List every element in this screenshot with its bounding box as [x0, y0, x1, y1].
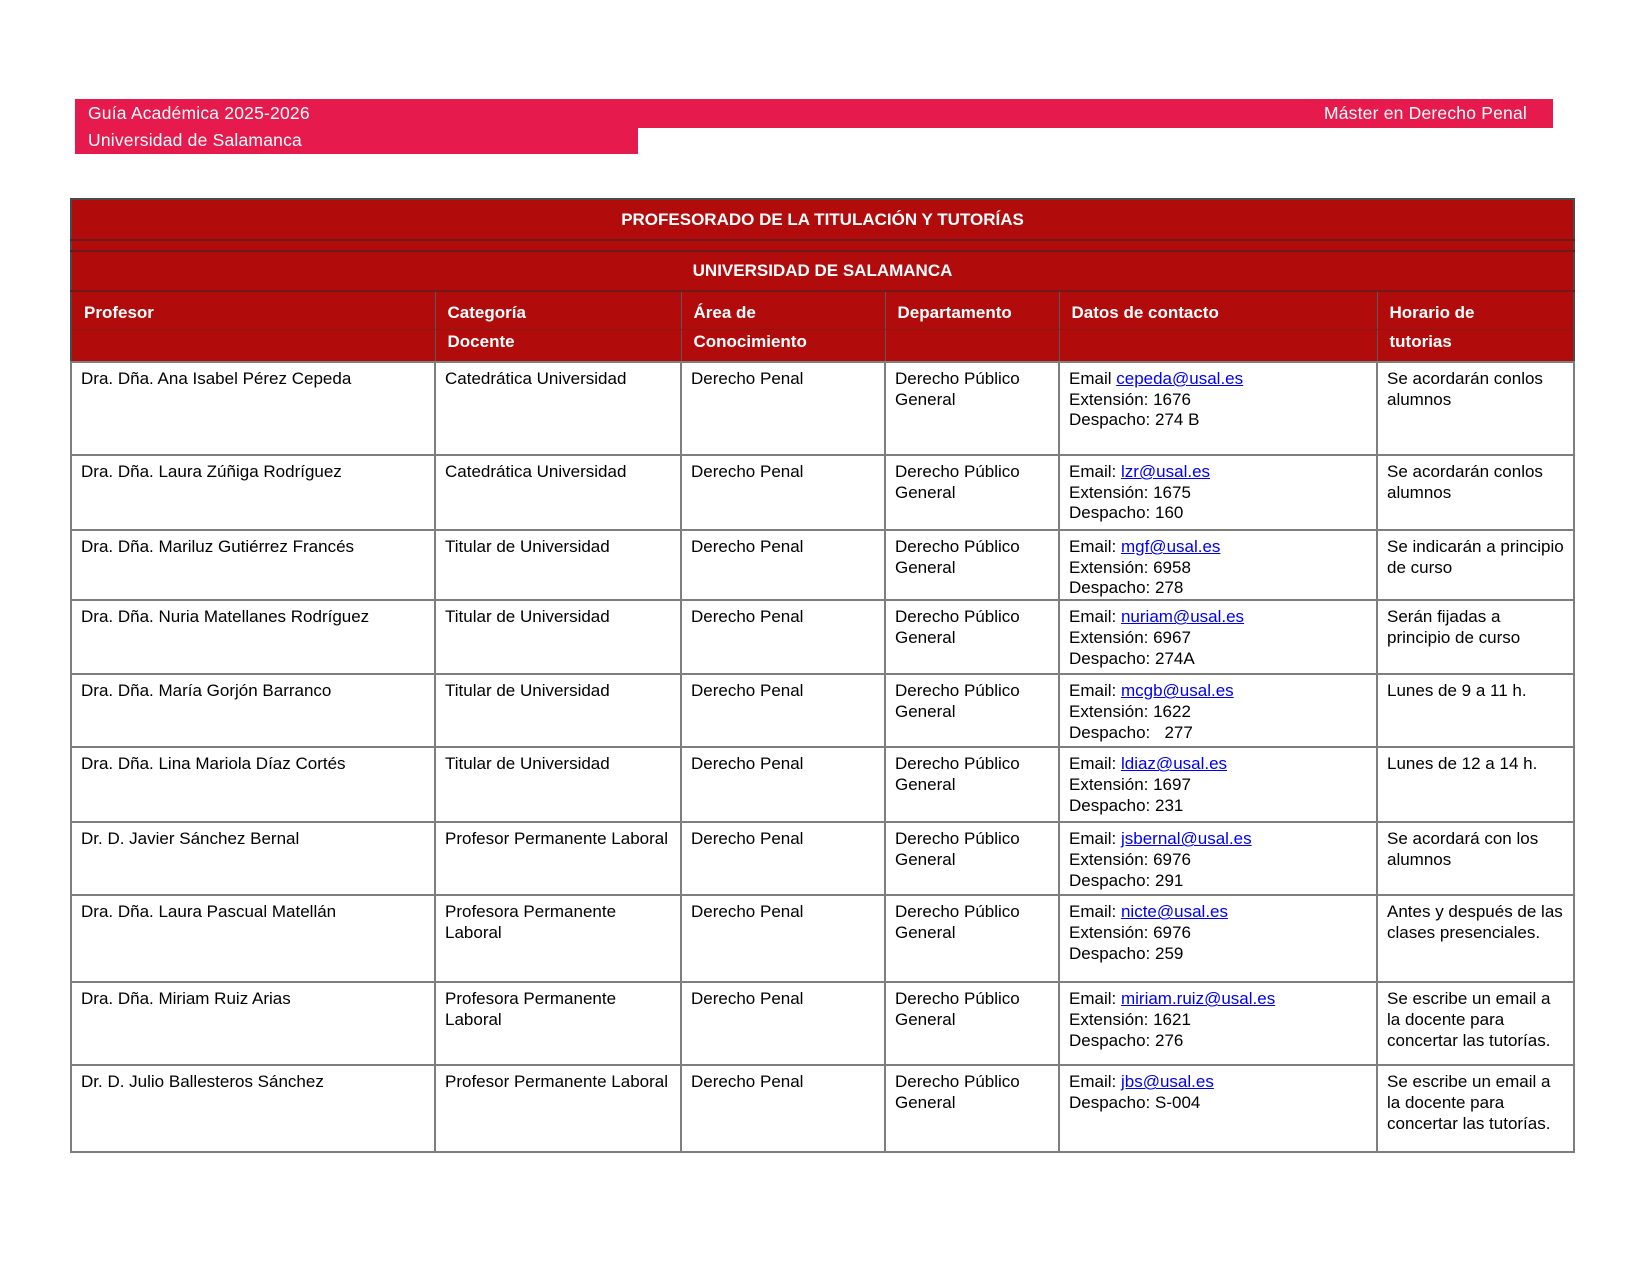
- department: Derecho Público General: [885, 747, 1059, 822]
- email-line: [1069, 754, 1368, 775]
- email-link[interactable]: ldiaz@usal.es: [1120, 754, 1228, 774]
- contact-line: Despacho: S-004: [1069, 1092, 1201, 1112]
- contact-info: [1059, 455, 1377, 530]
- table-row: [71, 674, 1574, 747]
- contact-line: Extensión: 1621: [1069, 1009, 1191, 1029]
- department: Derecho Público General: [885, 895, 1059, 982]
- column-header-row-1: [71, 291, 1574, 329]
- table-row: [71, 600, 1574, 674]
- email-line: [1069, 369, 1368, 390]
- email-line: [1069, 607, 1368, 628]
- gap-cell: [71, 240, 1574, 251]
- contact-line: Extensión: 6967: [1069, 627, 1191, 647]
- contact-line: Despacho: 231: [1069, 795, 1184, 815]
- column-header-area: Área de: [681, 291, 885, 329]
- table-subtitle-row: [71, 251, 1574, 291]
- email-link[interactable]: nicte@usal.es: [1120, 902, 1228, 922]
- column-header-area-line2: Conocimiento: [681, 329, 885, 362]
- professor-name: Dra. Dña. Laura Pascual Matellán: [71, 895, 435, 982]
- banner-bottom-bar: [75, 128, 638, 154]
- contact-extra-lines: [1069, 775, 1368, 816]
- department: Derecho Público General: [885, 982, 1059, 1065]
- column-header-departamento: Departamento: [885, 291, 1059, 329]
- contact-info: [1059, 600, 1377, 674]
- tutoring-hours: Se indicarán a principio de curso: [1377, 530, 1574, 600]
- email-line: [1069, 1072, 1368, 1093]
- knowledge-area: Derecho Penal: [681, 1065, 885, 1152]
- column-header-contacto: Datos de contacto: [1059, 291, 1377, 329]
- tutoring-hours: Serán fijadas a principio de curso: [1377, 600, 1574, 674]
- email-link[interactable]: mgf@usal.es: [1120, 537, 1221, 556]
- knowledge-area: Derecho Penal: [681, 530, 885, 600]
- knowledge-area: Derecho Penal: [681, 982, 885, 1065]
- table-row: [71, 822, 1574, 895]
- university-name: Universidad de Salamanca: [88, 129, 302, 150]
- table-row: [71, 982, 1574, 1065]
- contact-extra-lines: [1069, 923, 1368, 964]
- knowledge-area: Derecho Penal: [681, 822, 885, 895]
- teaching-category: Titular de Universidad: [435, 747, 681, 822]
- teaching-category: Titular de Universidad: [435, 674, 681, 747]
- contact-line: Extensión: 1675: [1069, 482, 1191, 502]
- knowledge-area: Derecho Penal: [681, 747, 885, 822]
- column-header-horario: Horario de: [1377, 291, 1574, 329]
- contact-line: Extensión: 6976: [1069, 849, 1191, 869]
- department: Derecho Público General: [885, 822, 1059, 895]
- tutoring-hours: Se escribe un email a la docente para concertar las tutorías.: [1377, 1065, 1574, 1152]
- table-row: [71, 895, 1574, 982]
- teaching-category: Titular de Universidad: [435, 530, 681, 600]
- email-label: Email:: [1069, 607, 1121, 627]
- tutoring-hours: Antes y después de las clases presenciales.: [1377, 895, 1574, 982]
- teaching-category: Catedrática Universidad: [435, 362, 681, 455]
- email-link[interactable]: mcgb@usal.es: [1120, 681, 1234, 701]
- contact-info: [1059, 982, 1377, 1065]
- contact-extra-lines: [1069, 1010, 1368, 1051]
- professors-table: [70, 198, 1575, 1153]
- email-link[interactable]: lzr@usal.es: [1120, 462, 1211, 481]
- professor-name: Dra. Dña. María Gorjón Barranco: [71, 674, 435, 747]
- table-row: [71, 747, 1574, 822]
- email-link[interactable]: miriam.ruiz@usal.es: [1120, 989, 1276, 1009]
- contact-line: Extensión: 6976: [1069, 922, 1191, 942]
- contact-line: Despacho: 291: [1069, 870, 1184, 890]
- contact-extra-lines: [1069, 628, 1368, 669]
- contact-extra-lines: [1069, 1093, 1368, 1114]
- contact-info: [1059, 530, 1377, 600]
- knowledge-area: Derecho Penal: [681, 455, 885, 530]
- email-link[interactable]: nuriam@usal.es: [1120, 607, 1245, 627]
- contact-line: Extensión: 1622: [1069, 701, 1191, 721]
- column-header-profesor-line2: [71, 329, 435, 362]
- contact-line: Extensión: 1676: [1069, 389, 1191, 409]
- column-header-row-2: [71, 329, 1574, 362]
- contact-info: [1059, 895, 1377, 982]
- tutoring-hours: Lunes de 12 a 14 h.: [1377, 747, 1574, 822]
- professor-name: Dr. D. Javier Sánchez Bernal: [71, 822, 435, 895]
- table-gap-row: [71, 240, 1574, 251]
- table-row: [71, 1065, 1574, 1152]
- table-row: [71, 455, 1574, 530]
- column-header-horario-line2: tutorias: [1377, 329, 1574, 362]
- knowledge-area: Derecho Penal: [681, 895, 885, 982]
- teaching-category: Profesora Permanente Laboral: [435, 982, 681, 1065]
- email-label: Email:: [1069, 754, 1121, 774]
- email-link[interactable]: jbs@usal.es: [1120, 1072, 1214, 1092]
- table-row: [71, 362, 1574, 455]
- column-header-departamento-line2: [885, 329, 1059, 362]
- email-label: Email:: [1069, 902, 1121, 922]
- email-line: [1069, 537, 1368, 558]
- department: Derecho Público General: [885, 362, 1059, 455]
- email-label: Email:: [1069, 681, 1121, 701]
- contact-line: Despacho: 276: [1069, 1030, 1184, 1050]
- tutoring-hours: Se acordarán conlos alumnos: [1377, 455, 1574, 530]
- contact-line: Despacho: 259: [1069, 943, 1184, 963]
- contact-line: Extensión: 6958: [1069, 557, 1191, 577]
- contact-line: Despacho: 277: [1069, 722, 1193, 742]
- email-link[interactable]: jsbernal@usal.es: [1120, 829, 1252, 849]
- contact-info: [1059, 674, 1377, 747]
- contact-line: Despacho: 278: [1069, 578, 1184, 598]
- table-title-row: [71, 199, 1574, 240]
- teaching-category: Titular de Universidad: [435, 600, 681, 674]
- email-line: [1069, 902, 1368, 923]
- teaching-category: Catedrática Universidad: [435, 455, 681, 530]
- contact-info: [1059, 362, 1377, 455]
- table-subtitle: UNIVERSIDAD DE SALAMANCA: [71, 251, 1574, 291]
- contact-info: [1059, 1065, 1377, 1152]
- email-label: Email: [1069, 369, 1117, 388]
- master-title: Máster en Derecho Penal: [1323, 103, 1527, 123]
- knowledge-area: Derecho Penal: [681, 674, 885, 747]
- tutoring-hours: Se escribe un email a la docente para concertar las tutorías.: [1377, 982, 1574, 1065]
- contact-extra-lines: [1069, 483, 1368, 524]
- professor-name: Dr. D. Julio Ballesteros Sánchez: [71, 1065, 435, 1152]
- department: Derecho Público General: [885, 1065, 1059, 1152]
- department: Derecho Público General: [885, 674, 1059, 747]
- contact-info: [1059, 747, 1377, 822]
- contact-extra-lines: [1069, 390, 1368, 431]
- column-header-contacto-line2: [1059, 329, 1377, 362]
- table-row: [71, 530, 1574, 600]
- professor-name: Dra. Dña. Nuria Matellanes Rodríguez: [71, 600, 435, 674]
- email-label: Email:: [1069, 462, 1121, 481]
- email-line: [1069, 681, 1368, 702]
- email-label: Email:: [1069, 537, 1121, 556]
- guide-title: Guía Académica 2025-2026: [88, 103, 310, 123]
- email-line: [1069, 829, 1368, 850]
- tutoring-hours: Se acordará con los alumnos: [1377, 822, 1574, 895]
- teaching-category: Profesor Permanente Laboral: [435, 1065, 681, 1152]
- professor-name: Dra. Dña. Lina Mariola Díaz Cortés: [71, 747, 435, 822]
- department: Derecho Público General: [885, 455, 1059, 530]
- banner-top-bar: [75, 99, 1553, 128]
- email-label: Email:: [1069, 989, 1121, 1009]
- contact-line: Extensión: 1697: [1069, 774, 1191, 794]
- tutoring-hours: Lunes de 9 a 11 h.: [1377, 674, 1574, 747]
- column-header-profesor: Profesor: [71, 291, 435, 329]
- professor-name: Dra. Dña. Miriam Ruiz Arias: [71, 982, 435, 1065]
- contact-extra-lines: [1069, 558, 1368, 599]
- department: Derecho Público General: [885, 600, 1059, 674]
- table-title: PROFESORADO DE LA TITULACIÓN Y TUTORÍAS: [71, 199, 1574, 240]
- email-line: [1069, 989, 1368, 1010]
- email-link[interactable]: cepeda@usal.es: [1116, 369, 1244, 388]
- column-header-categoria: Categoría: [435, 291, 681, 329]
- email-label: Email:: [1069, 829, 1121, 849]
- contact-extra-lines: [1069, 702, 1368, 743]
- contact-info: [1059, 822, 1377, 895]
- teaching-category: Profesor Permanente Laboral: [435, 822, 681, 895]
- teaching-category: Profesora Permanente Laboral: [435, 895, 681, 982]
- tutoring-hours: Se acordarán conlos alumnos: [1377, 362, 1574, 455]
- contact-line: Despacho: 160: [1069, 503, 1184, 523]
- knowledge-area: Derecho Penal: [681, 600, 885, 674]
- knowledge-area: Derecho Penal: [681, 362, 885, 455]
- contact-line: Despacho: 274A: [1069, 648, 1195, 668]
- contact-extra-lines: [1069, 850, 1368, 891]
- department: Derecho Público General: [885, 530, 1059, 600]
- contact-line: Despacho: 274 B: [1069, 410, 1200, 430]
- column-header-categoria-line2: Docente: [435, 329, 681, 362]
- professor-name: Dra. Dña. Laura Zúñiga Rodríguez: [71, 455, 435, 530]
- professor-name: Dra. Dña. Ana Isabel Pérez Cepeda: [71, 362, 435, 455]
- professor-name: Dra. Dña. Mariluz Gutiérrez Francés: [71, 530, 435, 600]
- header-banner: [75, 99, 1553, 154]
- email-line: [1069, 462, 1368, 483]
- email-label: Email:: [1069, 1072, 1121, 1092]
